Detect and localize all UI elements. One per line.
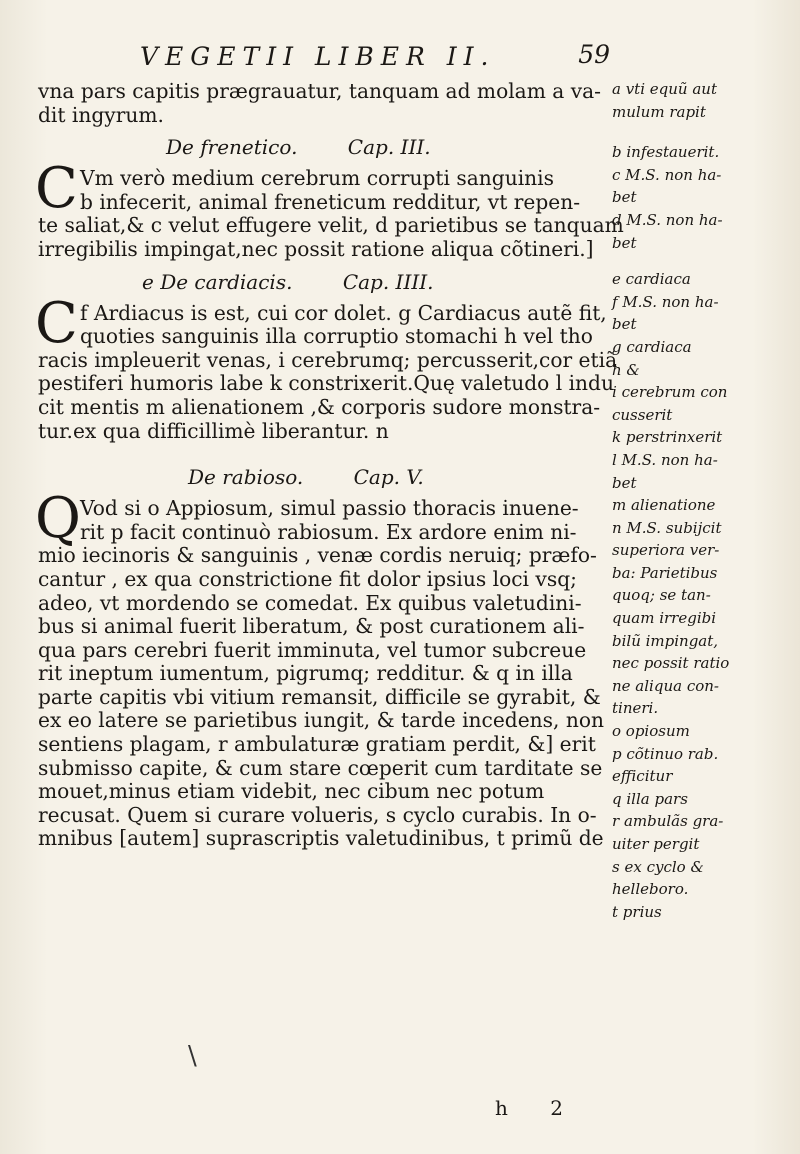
margin-note: e cardiaca	[612, 270, 691, 289]
margin-note: b infestauerit.	[612, 143, 720, 162]
chapter-title: De rabioso.	[188, 465, 304, 490]
margin-note: bet	[612, 233, 637, 252]
margin-note: ne aliqua con-	[612, 676, 719, 695]
text-line: quoties sanguinis illa corruptio stomachi h vel tho	[80, 324, 593, 349]
chapter-title: De frenetico.	[166, 135, 298, 160]
margin-note: n M.S. subijcit	[612, 518, 722, 537]
margin-note: o opiosum	[612, 722, 690, 741]
paragraph	[35, 486, 608, 851]
text-line: dit ingyrum.	[38, 102, 164, 127]
text-line: qua pars cerebri fuerit imminuta, vel tumor subcreue	[38, 637, 587, 662]
paragraph	[35, 290, 618, 444]
text-line: mnibus [autem] suprascriptis valetudinibus, t primũ de	[38, 826, 604, 851]
text-line: b infecerit, animal freneticum redditur, vt repen-	[80, 189, 581, 214]
text-line: cantur , ex qua constrictione fit dolor ipsius loci vsq;	[38, 566, 577, 591]
text-line: adeo, vt mordendo se comedat. Ex quibus valetudini-	[38, 590, 582, 615]
chapter-number: Cap. IIII.	[342, 269, 434, 294]
text-line: recusat. Quem si curare volueris, s cyclo curabis. In o-	[38, 802, 597, 827]
text-line: f Ardiacus is est, cui cor dolet. g Cardiacus autẽ fit,	[80, 300, 607, 325]
text-line: ex eo latere se parietibus iungit, & tarde incedens, non	[38, 708, 605, 733]
chapter-heading	[38, 457, 608, 497]
margin-note: i cerebrum con	[612, 383, 728, 402]
text-line: vna pars capitis prægrauatur, tanquam ad molam a va-	[38, 79, 601, 103]
margin-note: d M.S. non ha-	[612, 210, 723, 229]
marginalia-column	[612, 78, 792, 923]
margin-note: l M.S. non ha-	[612, 450, 718, 469]
paragraph	[35, 156, 624, 261]
margin-note: tineri.	[612, 699, 659, 718]
margin-note: a vti equũ aut	[612, 80, 717, 98]
text-line: parte capitis vbi vitium remansit, difficile se gyrabit, &	[38, 684, 601, 709]
drop-cap: C	[35, 156, 78, 222]
margin-note: m alienatione	[612, 496, 716, 515]
margin-note: bet	[612, 315, 637, 334]
margin-note: k perstrinxerit	[612, 428, 723, 447]
signature-mark: h 2	[495, 1096, 581, 1120]
margin-note: ba: Parietibus	[612, 563, 718, 582]
chapter-number: Cap. III.	[347, 135, 431, 160]
margin-note: quam irregibi	[612, 609, 717, 628]
text-line: rit ineptum iumentum, pigrumq; redditur. & q in illa	[38, 661, 573, 686]
text-line: submisso capite, & cum stare cœperit cum tarditate se	[38, 755, 603, 780]
margin-note: q illa pars	[612, 789, 688, 808]
text-line: mouet,minus etiam videbit, nec cibum nec potum	[38, 779, 545, 804]
margin-note: nec possit ratio	[612, 654, 730, 673]
text-line: sentiens plagam, r ambulaturæ gratiam perdit, &] erit	[38, 732, 596, 757]
text-line: bus si animal fuerit liberatum, & post curationem ali-	[38, 614, 585, 639]
text-line: tur.ex qua difficillimè liberantur. n	[38, 418, 389, 443]
text-line: Vod si o Appiosum, simul passio thoracis inuene-	[80, 496, 579, 521]
text-line: Vm verò medium cerebrum corrupti sanguinis	[80, 166, 554, 191]
chapter-heading	[38, 262, 608, 302]
margin-note: t prius	[612, 902, 662, 921]
page-header	[140, 42, 610, 78]
page-number: 59	[578, 40, 610, 69]
margin-note: mulum rapit	[612, 102, 706, 121]
margin-note: bet	[612, 188, 637, 207]
chapter-heading	[38, 127, 608, 167]
chapter-number: Cap. V.	[353, 465, 424, 490]
margin-note: bilũ impingat,	[612, 631, 719, 650]
main-text	[35, 79, 624, 851]
margin-note: c M.S. non ha-	[612, 165, 722, 184]
drop-cap: C	[35, 290, 78, 356]
margin-note: s ex cyclo &	[612, 857, 704, 876]
margin-note: superiora ver-	[612, 541, 720, 560]
margin-note: bet	[612, 473, 637, 492]
chapter-title: e De cardiacis.	[142, 269, 293, 294]
margin-note: quoq; se tan-	[612, 586, 711, 605]
text-line: rit p facit continuò rabiosum. Ex ardore enim ni-	[80, 519, 577, 544]
stray-mark: \	[188, 1041, 197, 1071]
margin-note: h &	[612, 360, 640, 379]
text-line: pestiferi humoris labe k constrixerit.Quę valetudo l indu	[38, 371, 614, 396]
margin-note: cusserit	[612, 405, 673, 424]
margin-note: r ambulãs gra-	[612, 812, 724, 831]
margin-note: f M.S. non ha-	[612, 292, 719, 311]
text-line: mio iecinoris & sanguinis , venæ cordis neruiq; præfo-	[38, 543, 597, 568]
margin-note: helleboro.	[612, 880, 689, 899]
margin-note: p cõtinuo rab.	[612, 744, 719, 763]
text-line: irregibilis impingat,nec possit ratione aliqua cõtineri.]	[38, 236, 594, 261]
margin-note: efficitur	[612, 767, 673, 786]
margin-note: g cardiaca	[612, 337, 692, 356]
text-line: racis impleuerit venas, i cerebrumq; percusserit,cor etiã	[38, 347, 618, 372]
drop-cap: Q	[35, 486, 81, 552]
running-title: VEGETII LIBER II.	[140, 42, 496, 71]
text-line: cit mentis m alienationem ,& corporis sudore monstra-	[38, 394, 601, 419]
margin-note: uiter pergit	[612, 835, 700, 853]
text-line: te saliat,& c velut effugere velit, d parietibus se tanquam	[38, 213, 624, 238]
